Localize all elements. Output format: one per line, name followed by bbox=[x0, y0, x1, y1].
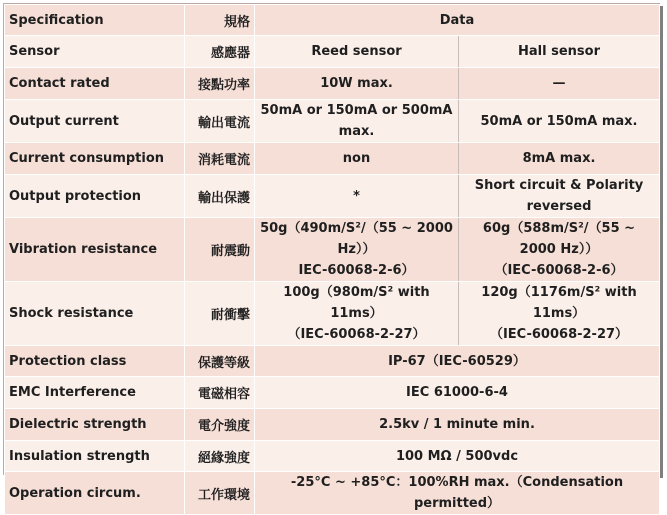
row-label-en: Insulation strength bbox=[5, 441, 185, 472]
shared-value: 100 MΩ / 500vdc bbox=[255, 441, 660, 472]
header-spec-zh: 規格 bbox=[185, 5, 255, 36]
reed-value-line2: （IEC-60068-2-27） bbox=[287, 327, 426, 342]
row-label-zh: 工作環境 bbox=[185, 472, 255, 515]
row-label-en: Operation circum. bbox=[5, 472, 185, 515]
table-row bbox=[5, 218, 660, 282]
row-label-zh: 輸出電流 bbox=[185, 100, 255, 143]
shared-value: IEC 61000-6-4 bbox=[255, 377, 660, 409]
row-label-zh: 接點功率 bbox=[185, 68, 255, 100]
row-label-zh: 耐衝擊 bbox=[185, 282, 255, 346]
reed-value: * bbox=[255, 175, 459, 218]
hall-value: Hall sensor bbox=[459, 36, 660, 68]
table-row bbox=[5, 100, 660, 143]
table-row bbox=[5, 346, 660, 377]
row-label-zh: 感應器 bbox=[185, 36, 255, 68]
row-label-en: Sensor bbox=[5, 36, 185, 68]
table-row bbox=[5, 472, 660, 515]
table-row bbox=[5, 282, 660, 346]
hall-value-line2: （IEC-60068-2-6） bbox=[494, 263, 624, 278]
reed-value: 10W max. bbox=[255, 68, 459, 100]
row-label-en: Current consumption bbox=[5, 143, 185, 175]
table-row bbox=[5, 441, 660, 472]
hall-value bbox=[459, 282, 660, 346]
hall-value-line1: 60g（588m/S²/（55 ~ 2000 Hz）） bbox=[482, 221, 636, 257]
hall-value bbox=[459, 218, 660, 282]
reed-value: Reed sensor bbox=[255, 36, 459, 68]
hall-value: — bbox=[459, 68, 660, 100]
row-label-zh: 輸出保護 bbox=[185, 175, 255, 218]
hall-value: 8mA max. bbox=[459, 143, 660, 175]
shared-value: 2.5kv / 1 minute min. bbox=[255, 409, 660, 441]
spec-sheet bbox=[3, 3, 660, 511]
header-spec-en: Specification bbox=[5, 5, 185, 36]
row-label-zh: 耐震動 bbox=[185, 218, 255, 282]
row-label-en: EMC Interference bbox=[5, 377, 185, 409]
row-label-en: Dielectric strength bbox=[5, 409, 185, 441]
reed-value bbox=[255, 282, 459, 346]
row-label-zh: 保護等級 bbox=[185, 346, 255, 377]
row-label-en: Contact rated bbox=[5, 68, 185, 100]
row-label-zh: 絕緣強度 bbox=[185, 441, 255, 472]
row-label-en: Output current bbox=[5, 100, 185, 143]
table-row bbox=[5, 175, 660, 218]
row-label-en: Output protection bbox=[5, 175, 185, 218]
table-row bbox=[5, 409, 660, 441]
row-label-zh: 消耗電流 bbox=[185, 143, 255, 175]
table-row bbox=[5, 143, 660, 175]
specification-table bbox=[4, 4, 660, 515]
shared-value: IP-67（IEC-60529） bbox=[255, 346, 660, 377]
table-row bbox=[5, 68, 660, 100]
row-label-en: Shock resistance bbox=[5, 282, 185, 346]
table-header-row bbox=[5, 5, 660, 36]
hall-value-line1: 120g（1176m/S² with 11ms） bbox=[481, 285, 637, 321]
reed-value: 50mA or 150mA or 500mA max. bbox=[255, 100, 459, 143]
reed-value: non bbox=[255, 143, 459, 175]
reed-value-line1: 50g（490m/S²/（55 ~ 2000 Hz）） bbox=[260, 221, 453, 257]
hall-value: 50mA or 150mA max. bbox=[459, 100, 660, 143]
shared-value: -25°C ~ +85°C：100%RH max.（Condensation permitted） bbox=[255, 472, 660, 515]
reed-value-line2: IEC-60068-2-6） bbox=[298, 263, 415, 278]
row-label-en: Protection class bbox=[5, 346, 185, 377]
hall-value-line2: （IEC-60068-2-27） bbox=[489, 327, 629, 342]
row-label-zh: 電磁相容 bbox=[185, 377, 255, 409]
reed-value bbox=[255, 218, 459, 282]
hall-value: Short circuit & Polarity reversed bbox=[459, 175, 660, 218]
table-row bbox=[5, 36, 660, 68]
row-label-zh: 電介強度 bbox=[185, 409, 255, 441]
reed-value-line1: 100g（980m/S² with 11ms） bbox=[283, 285, 430, 321]
header-data: Data bbox=[255, 5, 660, 36]
row-label-en: Vibration resistance bbox=[5, 218, 185, 282]
table-row bbox=[5, 377, 660, 409]
